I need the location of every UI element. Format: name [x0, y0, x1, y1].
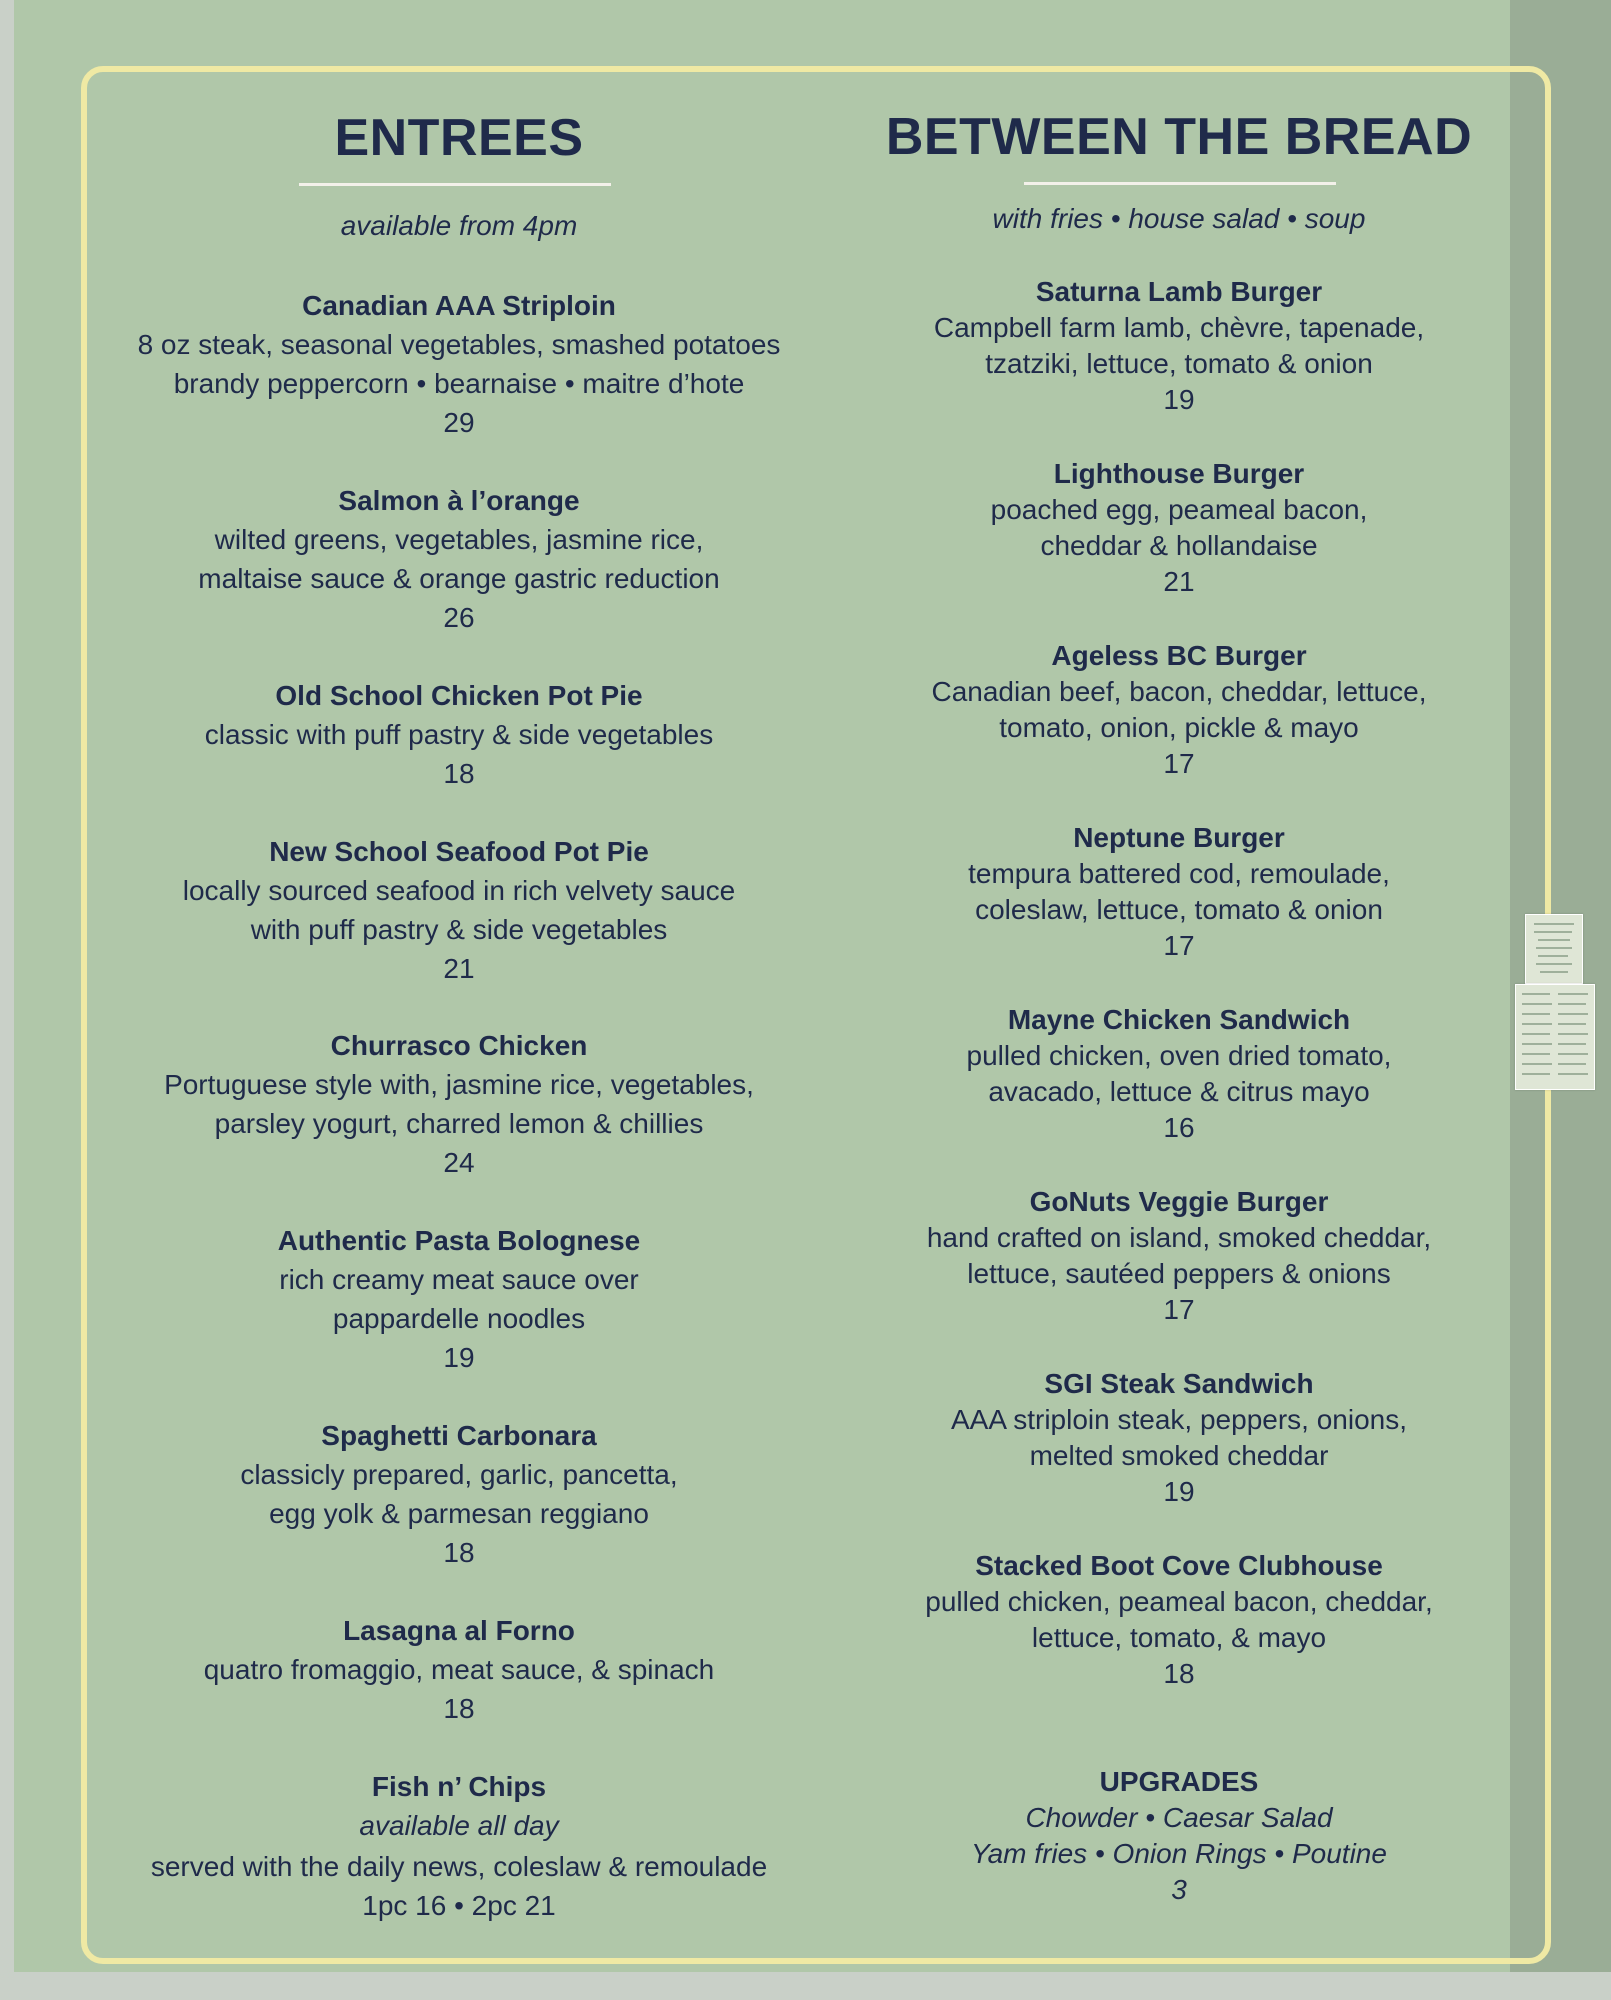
menu-item — [864, 1366, 1494, 1510]
item-description: melted smoked cheddar — [1029, 1440, 1329, 1471]
menu-item — [864, 456, 1494, 600]
item-name: Authentic Pasta Bolognese — [277, 1225, 641, 1256]
menu-item — [864, 1002, 1494, 1146]
item-description: brandy peppercorn • bearnaise • maitre d’hote — [173, 368, 745, 399]
item-name: Lighthouse Burger — [1053, 458, 1305, 489]
entrees-heading-rule — [299, 183, 611, 186]
item-name: Old School Chicken Pot Pie — [275, 680, 643, 711]
item-description: avacado, lettuce & citrus mayo — [988, 1076, 1370, 1107]
item-price: 19 — [1163, 384, 1195, 415]
item-description: with puff pastry & side vegetables — [250, 914, 668, 945]
item-price: 21 — [443, 953, 475, 984]
upgrades-option: Yam fries • Onion Rings • Poutine — [971, 1838, 1387, 1869]
item-description: lettuce, tomato, & mayo — [1031, 1622, 1327, 1653]
item-description: wilted greens, vegetables, jasmine rice, — [214, 524, 704, 555]
menu-item — [864, 1548, 1494, 1692]
item-description: parsley yogurt, charred lemon & chillies — [214, 1108, 704, 1139]
page-thumbnail-icon[interactable] — [1515, 984, 1595, 1090]
item-price: 17 — [1163, 930, 1195, 961]
item-name: GoNuts Veggie Burger — [1029, 1186, 1329, 1217]
menu-item — [864, 638, 1494, 782]
upgrades-option: Chowder • Caesar Salad — [1025, 1802, 1333, 1833]
menu-item — [864, 820, 1494, 964]
between-the-bread-subtitle: with fries • house salad • soup — [992, 203, 1366, 234]
item-description: locally sourced seafood in rich velvety sauce — [182, 875, 736, 906]
item-availability: available all day — [359, 1810, 559, 1841]
item-name: SGI Steak Sandwich — [1044, 1368, 1314, 1399]
item-description: AAA striploin steak, peppers, onions, — [950, 1404, 1408, 1435]
item-price: 21 — [1163, 566, 1195, 597]
menu-item — [114, 481, 804, 637]
item-description: tempura battered cod, remoulade, — [968, 858, 1390, 889]
item-description: 8 oz steak, seasonal vegetables, smashed potatoes — [137, 329, 781, 360]
menu-item — [114, 1767, 804, 1925]
menu-item — [864, 1184, 1494, 1328]
item-description: classic with puff pastry & side vegetables — [204, 719, 714, 750]
item-name: Fish n’ Chips — [371, 1771, 547, 1802]
item-description: pulled chicken, peameal bacon, cheddar, — [925, 1586, 1433, 1617]
item-description: coleslaw, lettuce, tomato & onion — [975, 894, 1383, 925]
item-description: hand crafted on island, smoked cheddar, — [926, 1222, 1432, 1253]
item-description: maltaise sauce & orange gastric reduction — [198, 563, 720, 594]
menu-item — [114, 832, 804, 988]
item-description: Canadian beef, bacon, cheddar, lettuce, — [931, 676, 1427, 707]
menu-item — [114, 676, 804, 793]
item-description: lettuce, sautéed peppers & onions — [967, 1258, 1391, 1289]
upgrades-section — [864, 1764, 1494, 1908]
item-price: 19 — [1163, 1476, 1195, 1507]
between-the-bread-heading-rule — [1024, 182, 1336, 185]
item-price: 18 — [1163, 1658, 1195, 1689]
item-price: 17 — [1163, 748, 1195, 779]
item-description: egg yolk & parmesan reggiano — [269, 1498, 649, 1529]
item-name: New School Seafood Pot Pie — [269, 836, 649, 867]
item-price: 18 — [443, 758, 475, 789]
menu-item — [864, 274, 1494, 418]
entrees-subtitle: available from 4pm — [340, 210, 578, 241]
menu-item — [114, 1026, 804, 1182]
item-name: Canadian AAA Striploin — [302, 290, 616, 321]
item-price: 16 — [1163, 1112, 1195, 1143]
item-name: Saturna Lamb Burger — [1035, 276, 1323, 307]
bottom-edge — [0, 1972, 1611, 2000]
menu-item — [114, 1221, 804, 1377]
menu-item — [114, 286, 804, 442]
item-name: Lasagna al Forno — [343, 1615, 575, 1646]
page-thumbnail-icon[interactable] — [1525, 914, 1583, 984]
item-name: Stacked Boot Cove Clubhouse — [975, 1550, 1383, 1581]
item-price: 1pc 16 • 2pc 21 — [362, 1890, 556, 1921]
item-description: Portuguese style with, jasmine rice, vegetables, — [164, 1069, 754, 1100]
item-price: 29 — [443, 407, 475, 438]
item-price: 19 — [443, 1342, 475, 1373]
menu-item — [114, 1416, 804, 1572]
item-name: Salmon à l’orange — [338, 485, 580, 516]
between-the-bread-heading: BETWEEN THE BREAD — [885, 108, 1473, 166]
item-description: Campbell farm lamb, chèvre, tapenade, — [933, 312, 1425, 343]
item-price: 18 — [443, 1537, 475, 1568]
item-description: poached egg, peameal bacon, — [990, 494, 1368, 525]
item-description: served with the daily news, coleslaw & remoulade — [150, 1851, 768, 1882]
item-name: Ageless BC Burger — [1051, 640, 1307, 671]
upgrades-title: UPGRADES — [1099, 1766, 1259, 1797]
entrees-heading: ENTREES — [334, 109, 584, 167]
item-description: rich creamy meat sauce over — [279, 1264, 639, 1295]
menu-item — [114, 1611, 804, 1728]
item-price: 24 — [443, 1147, 475, 1178]
item-description: tzatziki, lettuce, tomato & onion — [985, 348, 1373, 379]
item-price: 18 — [443, 1693, 475, 1724]
item-description: pappardelle noodles — [332, 1303, 586, 1334]
item-name: Churrasco Chicken — [330, 1030, 588, 1061]
item-name: Spaghetti Carbonara — [321, 1420, 597, 1451]
item-description: pulled chicken, oven dried tomato, — [966, 1040, 1392, 1071]
item-description: cheddar & hollandaise — [1040, 530, 1318, 561]
item-name: Neptune Burger — [1073, 822, 1285, 853]
upgrades-price: 3 — [1171, 1874, 1187, 1905]
item-description: tomato, onion, pickle & mayo — [999, 712, 1359, 743]
menu-page — [14, 0, 1597, 1972]
item-price: 26 — [443, 602, 475, 633]
item-description: quatro fromaggio, meat sauce, & spinach — [203, 1654, 715, 1685]
item-description: classicly prepared, garlic, pancetta, — [240, 1459, 678, 1490]
item-price: 17 — [1163, 1294, 1195, 1325]
item-name: Mayne Chicken Sandwich — [1007, 1004, 1351, 1035]
